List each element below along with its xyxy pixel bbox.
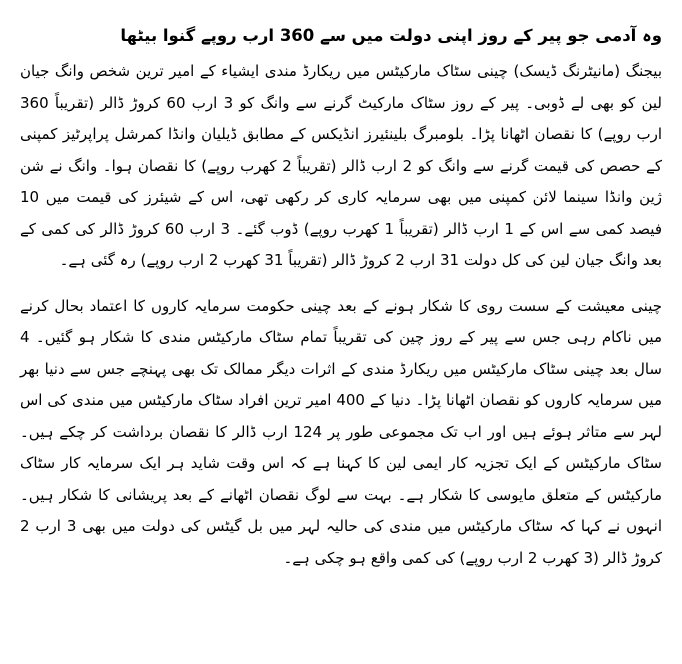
article-paragraph-1: بیجنگ (مانیٹرنگ ڈیسک) چینی سٹاک مارکیٹس میں ریکارڈ مندی ایشیاء کے امیر ترین شخص وانگ جیان لین کو بھی لے ڈوبی۔ پیر کے روز سٹاک مارکیٹ گرنے سے وانگ کو 3 ارب 60 کروڑ ڈالر (تقریباً 360 ارب روپے) کا نقصان اٹھانا پڑا۔ بلومبرگ بلینئیرز انڈیکس کے مطابق ڈیلیان وانڈا کمرشل پراپرٹیز کمپنی کے حصص کی قیمت گرنے سے وانگ کو 2 ارب ڈالر (تقریباً 2 کھرب روپے) کا نقصان ہوا۔ وانگ نے شن ژین وانڈا سینما لائن کمپنی میں بھی سرمایہ کاری کر رکھی تھی، اس کے شیئرز کی قیمت میں 10 فیصد کمی سے اس کے 1 ارب ڈالر (تقریباً 1 کھرب روپے) ڈوب گئے۔ 3 ارب 60 کروڑ ڈالر کی کمی کے بعد وانگ جیان لین کی کل دولت 31 ارب 2 کروڑ ڈالر (تقریباً 31 کھرب 2 ارب روپے) رہ گئی ہے۔	[20, 62, 663, 269]
article-headline: وہ آدمی جو پیر کے روز اپنی دولت میں سے 360 ارب روپے گنوا بیٹھا	[120, 26, 662, 45]
article-paragraph-2: چینی معیشت کے سست روی کا شکار ہونے کے بعد چینی حکومت سرمایہ کاروں کا اعتماد بحال کرنے میں ناکام رہی جس سے پیر کے روز چین کی تقریباً تمام سٹاک مارکیٹس مندی کا شکار ہو گئیں۔ 4 سال بعد چینی سٹاک مارکیٹس میں ریکارڈ مندی کے اثرات دیگر ممالک تک بھی پہنچے جس سے دنیا بھر میں سرمایہ کاروں کو نقصان اٹھانا پڑا۔ دنیا کے 400 امیر ترین افراد سٹاک مارکیٹس میں مندی کی اس لہر سے متاثر ہوئے ہیں اور اب تک مجموعی طور پر 124 ارب ڈالر کا نقصان برداشت کر چکے ہیں۔ سٹاک مارکیٹس کے ایک تجزیہ کار ایمی لین کا کہنا ہے کہ اس وقت شاید ہر ایک سرمایہ کار سٹاک مارکیٹس کے متعلق مایوسی کا شکار ہے۔ بہت سے لوگ نقصان اٹھانے کے بعد پریشانی کا شکار ہیں۔ انہوں نے کہا کہ سٹاک مارکیٹس میں مندی کی حالیہ لہر میں بل گیٹس کی دولت میں بھی 3 ارب 2 کروڑ ڈالر (3 کھرب 2 ارب روپے) کی کمی واقع ہو چکی ہے۔	[20, 296, 662, 567]
